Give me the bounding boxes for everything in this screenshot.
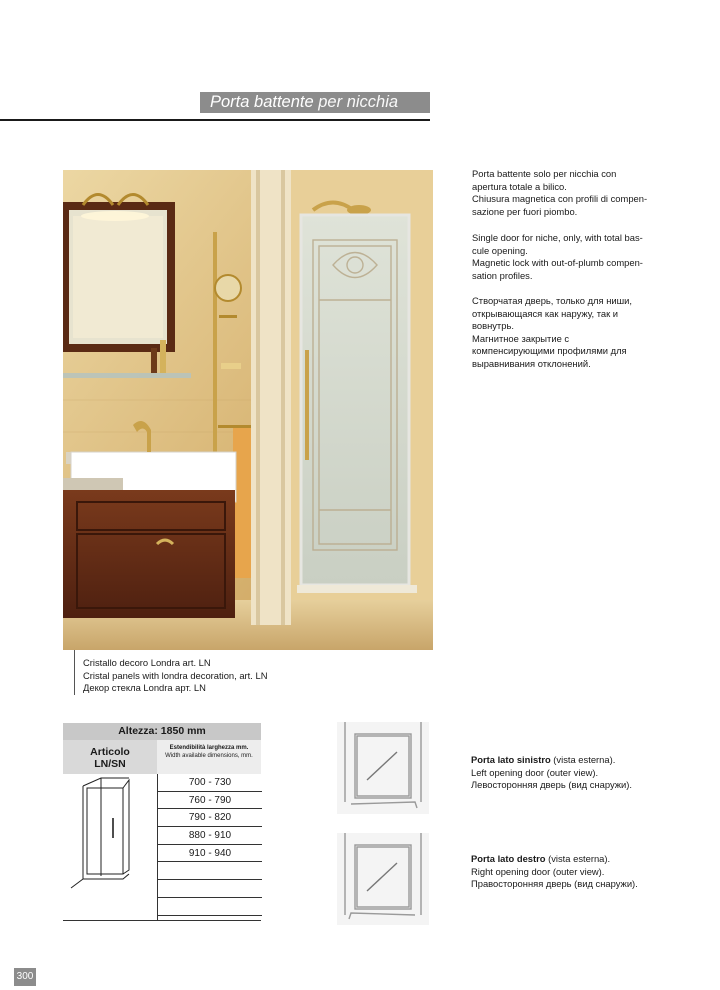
left-door-diagram <box>337 722 429 814</box>
width-header <box>157 740 261 774</box>
caption-line: Cristal panels with londra decoration, art. LN <box>83 669 268 681</box>
header-rule <box>0 119 430 121</box>
width-label-it: Estendibilità larghezza mm. <box>169 745 249 751</box>
left-door-en: Left opening door (outer view). <box>471 766 599 778</box>
article-code: LN/SN <box>94 758 126 770</box>
left-door-title-bold: Porta lato sinistro <box>471 754 551 765</box>
description-line: Магнитное закрытие с <box>472 332 570 344</box>
left-door-ru: Левосторонняя дверь (вид снаружи). <box>471 779 632 791</box>
table-row: 880 - 910 <box>158 827 262 845</box>
width-label-en: Width available dimensions, mm. <box>165 753 253 759</box>
description-line: Porta battente solo per nicchia con <box>472 168 617 179</box>
caption-line: Декор стекла Londra арт. LN <box>83 682 206 694</box>
photo-caption <box>83 657 267 695</box>
page-number: 300 <box>14 968 36 986</box>
right-door-title <box>471 853 638 866</box>
right-door-diagram <box>337 833 429 925</box>
right-door-en: Right opening door (outer view). <box>471 865 605 877</box>
table-row: 700 - 730 <box>158 774 262 792</box>
left-door-title <box>471 754 632 767</box>
table-base-rule <box>63 920 261 921</box>
description-line: открывающаяся как наружу, так и <box>472 307 619 319</box>
table-body <box>63 774 261 921</box>
description-ru <box>472 295 662 371</box>
description-line: sation profiles. <box>472 269 533 281</box>
description-line: Створчатая дверь, только для ниши, <box>472 295 632 306</box>
description-line: apertura totale a bilico. <box>472 180 567 192</box>
page-title-main: Porta battente <box>210 93 314 111</box>
description-line: cule opening. <box>472 244 528 256</box>
dimensions-table <box>63 723 261 921</box>
table-row: 790 - 820 <box>158 809 262 827</box>
right-door-ru: Правосторонняя дверь (вид снаружи). <box>471 878 638 890</box>
description-line: sazione per fuori piombo. <box>472 205 578 217</box>
door-drawing <box>63 774 157 921</box>
width-rows <box>157 774 262 921</box>
table-row <box>158 898 262 916</box>
description-en <box>472 232 662 282</box>
table-subheader <box>63 740 261 774</box>
page-title <box>210 92 398 113</box>
table-row: 910 - 940 <box>158 845 262 863</box>
table-row: 760 - 790 <box>158 792 262 810</box>
description-it <box>472 168 662 218</box>
left-door-text <box>471 754 632 792</box>
table-row <box>158 862 262 880</box>
description-line: Magnetic lock with out-of-plumb compen- <box>472 257 643 269</box>
page-title-sub: per nicchia <box>313 93 399 111</box>
description-line: выравнивания отклонений. <box>472 357 591 369</box>
article-header <box>63 740 157 774</box>
right-door-title-rest: (vista esterna). <box>545 853 611 864</box>
product-photo <box>63 170 433 650</box>
description-line: Chiusura magnetica con profili di compen- <box>472 193 648 205</box>
description-line: вовнутрь. <box>472 320 514 332</box>
left-door-title-rest: (vista esterna). <box>550 754 616 765</box>
caption-rule <box>74 650 75 695</box>
caption-line: Cristallo decoro Londra art. LN <box>83 657 211 668</box>
table-row <box>158 880 262 898</box>
description-line: компенсирующими профилями для <box>472 345 627 357</box>
right-door-text <box>471 853 638 891</box>
height-header: Altezza: 1850 mm <box>63 723 261 740</box>
article-label: Articolo <box>90 746 130 758</box>
right-door-title-bold: Porta lato destro <box>471 853 546 864</box>
description-line: Single door for niche, only, with total bas- <box>472 232 643 243</box>
